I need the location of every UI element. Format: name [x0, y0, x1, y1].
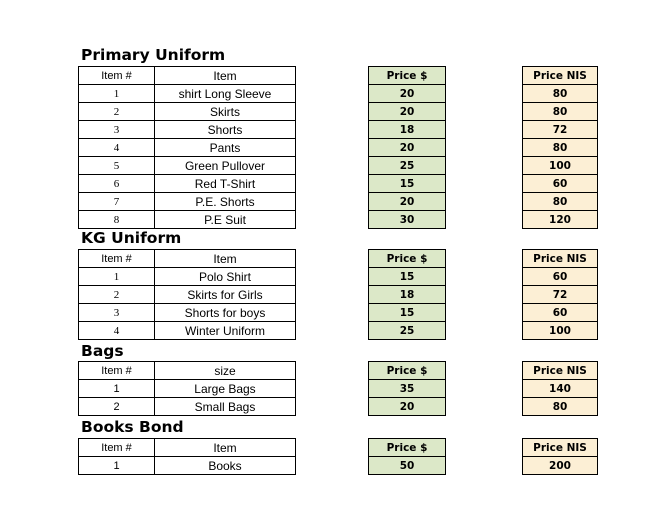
- price-usd: 15: [369, 268, 446, 286]
- kg-uniform-items-table: [78, 249, 296, 340]
- price-usd: 30: [369, 211, 446, 229]
- table-row: [79, 157, 296, 175]
- table-row: [79, 286, 296, 304]
- item-name: Pants: [155, 139, 296, 157]
- header-row: [79, 362, 296, 380]
- price-usd: 20: [369, 85, 446, 103]
- price-nis: 60: [523, 304, 598, 322]
- table-row: [79, 322, 296, 340]
- price-nis: 80: [523, 193, 598, 211]
- primary-uniform-usd-table: [368, 66, 446, 229]
- item-name: Small Bags: [155, 398, 296, 416]
- price-usd: 18: [369, 121, 446, 139]
- price-usd: 15: [369, 304, 446, 322]
- price-nis: 80: [523, 398, 598, 416]
- item-name: P.E. Shorts: [155, 193, 296, 211]
- header-item-number: Item #: [79, 67, 155, 85]
- item-name: Red T-Shirt: [155, 175, 296, 193]
- header-price-usd: Price $: [369, 250, 446, 268]
- table-row: [79, 304, 296, 322]
- header-row: [79, 67, 296, 85]
- header-price-nis: Price NIS: [523, 250, 598, 268]
- price-nis: 120: [523, 211, 598, 229]
- header-item-number: Item #: [79, 362, 155, 380]
- header-item: Item: [155, 439, 296, 457]
- table-row: [79, 268, 296, 286]
- price-nis: 60: [523, 175, 598, 193]
- item-name: Skirts: [155, 103, 296, 121]
- price-nis: 80: [523, 103, 598, 121]
- header-price-nis: Price NIS: [523, 67, 598, 85]
- table-row: [79, 211, 296, 229]
- item-name: Skirts for Girls: [155, 286, 296, 304]
- price-usd: 25: [369, 157, 446, 175]
- kg-uniform-nis-table: [522, 249, 598, 340]
- section-title-primary-uniform: Primary Uniform: [81, 46, 226, 64]
- table-row: [79, 139, 296, 157]
- table-row: [79, 121, 296, 139]
- item-number: 3: [79, 121, 155, 139]
- item-number: 1: [79, 380, 155, 398]
- price-usd: 25: [369, 322, 446, 340]
- price-nis: 80: [523, 85, 598, 103]
- header-item: Item: [155, 67, 296, 85]
- price-nis: 100: [523, 157, 598, 175]
- table-row: [79, 380, 296, 398]
- bags-items-table: [78, 361, 296, 416]
- header-row: [79, 250, 296, 268]
- table-row: [79, 398, 296, 416]
- header-item: Item: [155, 250, 296, 268]
- header-price-nis: Price NIS: [523, 439, 598, 457]
- header-price-usd: Price $: [369, 67, 446, 85]
- item-name: Books: [155, 457, 296, 475]
- item-number: 2: [79, 398, 155, 416]
- price-usd: 20: [369, 139, 446, 157]
- table-row: [79, 103, 296, 121]
- price-nis: 100: [523, 322, 598, 340]
- price-nis: 60: [523, 268, 598, 286]
- item-number: 5: [79, 157, 155, 175]
- header-item-number: Item #: [79, 439, 155, 457]
- header-row: [79, 439, 296, 457]
- table-row: [79, 193, 296, 211]
- header-price-usd: Price $: [369, 439, 446, 457]
- books-bond-usd-table: [368, 438, 446, 475]
- price-usd: 20: [369, 398, 446, 416]
- books-bond-nis-table: [522, 438, 598, 475]
- table-row: [79, 457, 296, 475]
- section-title-books-bond: Books Bond: [81, 418, 184, 436]
- price-usd: 35: [369, 380, 446, 398]
- header-price-usd: Price $: [369, 362, 446, 380]
- item-name: shirt Long Sleeve: [155, 85, 296, 103]
- books-bond-items-table: [78, 438, 296, 475]
- header-item-number: Item #: [79, 250, 155, 268]
- item-name: Large Bags: [155, 380, 296, 398]
- price-usd: 50: [369, 457, 446, 475]
- item-name: Shorts for boys: [155, 304, 296, 322]
- item-name: Green Pullover: [155, 157, 296, 175]
- item-name: P.E Suit: [155, 211, 296, 229]
- item-name: Polo Shirt: [155, 268, 296, 286]
- header-size: size: [155, 362, 296, 380]
- table-row: [79, 175, 296, 193]
- price-nis: 140: [523, 380, 598, 398]
- price-usd: 15: [369, 175, 446, 193]
- item-number: 3: [79, 304, 155, 322]
- price-nis: 72: [523, 286, 598, 304]
- table-row: [79, 85, 296, 103]
- price-usd: 18: [369, 286, 446, 304]
- item-number: 2: [79, 103, 155, 121]
- price-nis: 72: [523, 121, 598, 139]
- item-number: 6: [79, 175, 155, 193]
- item-number: 1: [79, 457, 155, 475]
- kg-uniform-usd-table: [368, 249, 446, 340]
- item-name: Shorts: [155, 121, 296, 139]
- price-nis: 200: [523, 457, 598, 475]
- item-number: 1: [79, 268, 155, 286]
- section-title-kg-uniform: KG Uniform: [81, 229, 182, 247]
- primary-uniform-nis-table: [522, 66, 598, 229]
- price-nis: 80: [523, 139, 598, 157]
- primary-uniform-items-table: [78, 66, 296, 229]
- item-number: 8: [79, 211, 155, 229]
- item-number: 1: [79, 85, 155, 103]
- item-number: 4: [79, 322, 155, 340]
- section-title-bags: Bags: [81, 342, 124, 360]
- item-name: Winter Uniform: [155, 322, 296, 340]
- header-price-nis: Price NIS: [523, 362, 598, 380]
- item-number: 7: [79, 193, 155, 211]
- item-number: 4: [79, 139, 155, 157]
- price-usd: 20: [369, 193, 446, 211]
- price-usd: 20: [369, 103, 446, 121]
- bags-nis-table: [522, 361, 598, 416]
- item-number: 2: [79, 286, 155, 304]
- bags-usd-table: [368, 361, 446, 416]
